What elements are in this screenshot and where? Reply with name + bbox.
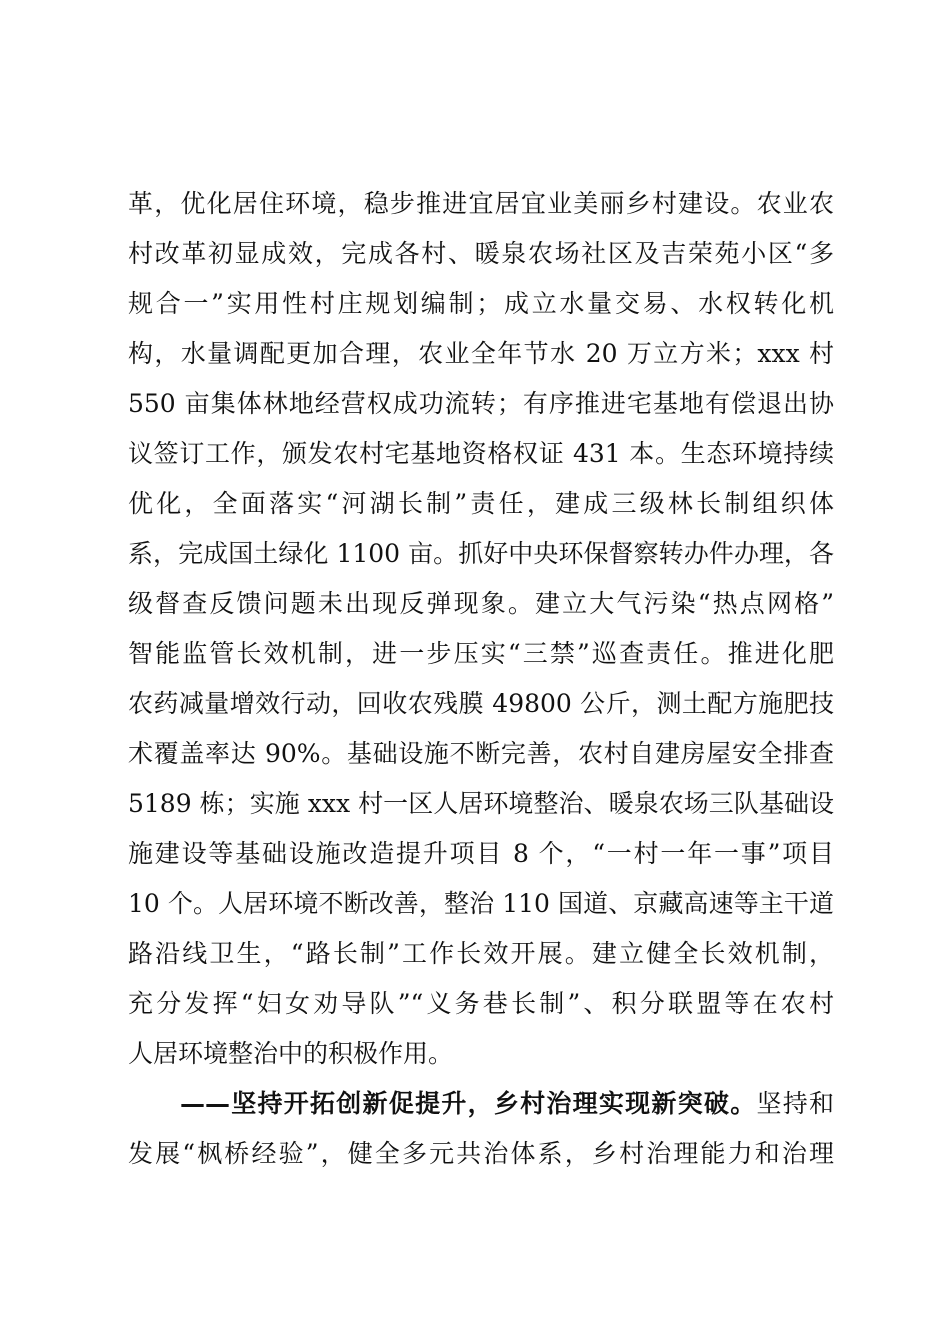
document-body (128, 179, 834, 1179)
text-line: 术覆盖率达 90%。基础设施不断完善，农村自建房屋安全排查 (128, 739, 834, 768)
text-line: 人居环境整治中的积极作用。 (128, 1039, 454, 1068)
text-line: 农药减量增效行动，回收农残膜 49800 公斤，测土配方施肥技 (128, 689, 834, 718)
text-line: 智能监管长效机制，进一步压实“三禁”巡查责任。推进化肥 (128, 639, 834, 668)
text-line: 系，完成国土绿化 1100 亩。抓好中央环保督察转办件办理，各 (128, 539, 834, 568)
text-span: 坚持和 (756, 1089, 834, 1118)
text-line: 优化，全面落实“河湖长制”责任，建成三级林长制组织体 (128, 489, 834, 518)
text-line: 议签订工作，颁发农村宅基地资格权证 431 本。生态环境持续 (128, 439, 834, 468)
text-line: 村改革初显成效，完成各村、暖泉农场社区及吉荣苑小区“多 (128, 239, 834, 268)
section-heading-line (128, 1079, 834, 1129)
text-line: 革，优化居住环境，稳步推进宜居宜业美丽乡村建设。农业农 (128, 189, 834, 218)
section-heading: ——坚持开拓创新促提升，乡村治理实现新突破。 (180, 1089, 757, 1118)
text-line: 10 个。人居环境不断改善，整治 110 国道、京藏高速等主干道 (128, 889, 834, 918)
text-line: 级督查反馈问题未出现反弹现象。建立大气污染“热点网格” (128, 589, 834, 618)
text-line: 550 亩集体林地经营权成功流转；有序推进宅基地有偿退出协 (128, 389, 834, 418)
text-line: 施建设等基础设施改造提升项目 8 个，“一村一年一事”项目 (128, 839, 834, 868)
text-line: 5189 栋；实施 xxx 村一区人居环境整治、暖泉农场三队基础设 (128, 789, 834, 818)
text-line: 路沿线卫生，“路长制”工作长效开展。建立健全长效机制， (128, 939, 834, 968)
text-line: 充分发挥“妇女劝导队”“义务巷长制”、积分联盟等在农村 (128, 989, 834, 1018)
text-line: 发展“枫桥经验”，健全多元共治体系，乡村治理能力和治理 (128, 1139, 834, 1168)
text-line: 规合一”实用性村庄规划编制；成立水量交易、水权转化机 (128, 289, 834, 318)
text-line: 构，水量调配更加合理，农业全年节水 20 万立方米；xxx 村 (128, 339, 834, 368)
